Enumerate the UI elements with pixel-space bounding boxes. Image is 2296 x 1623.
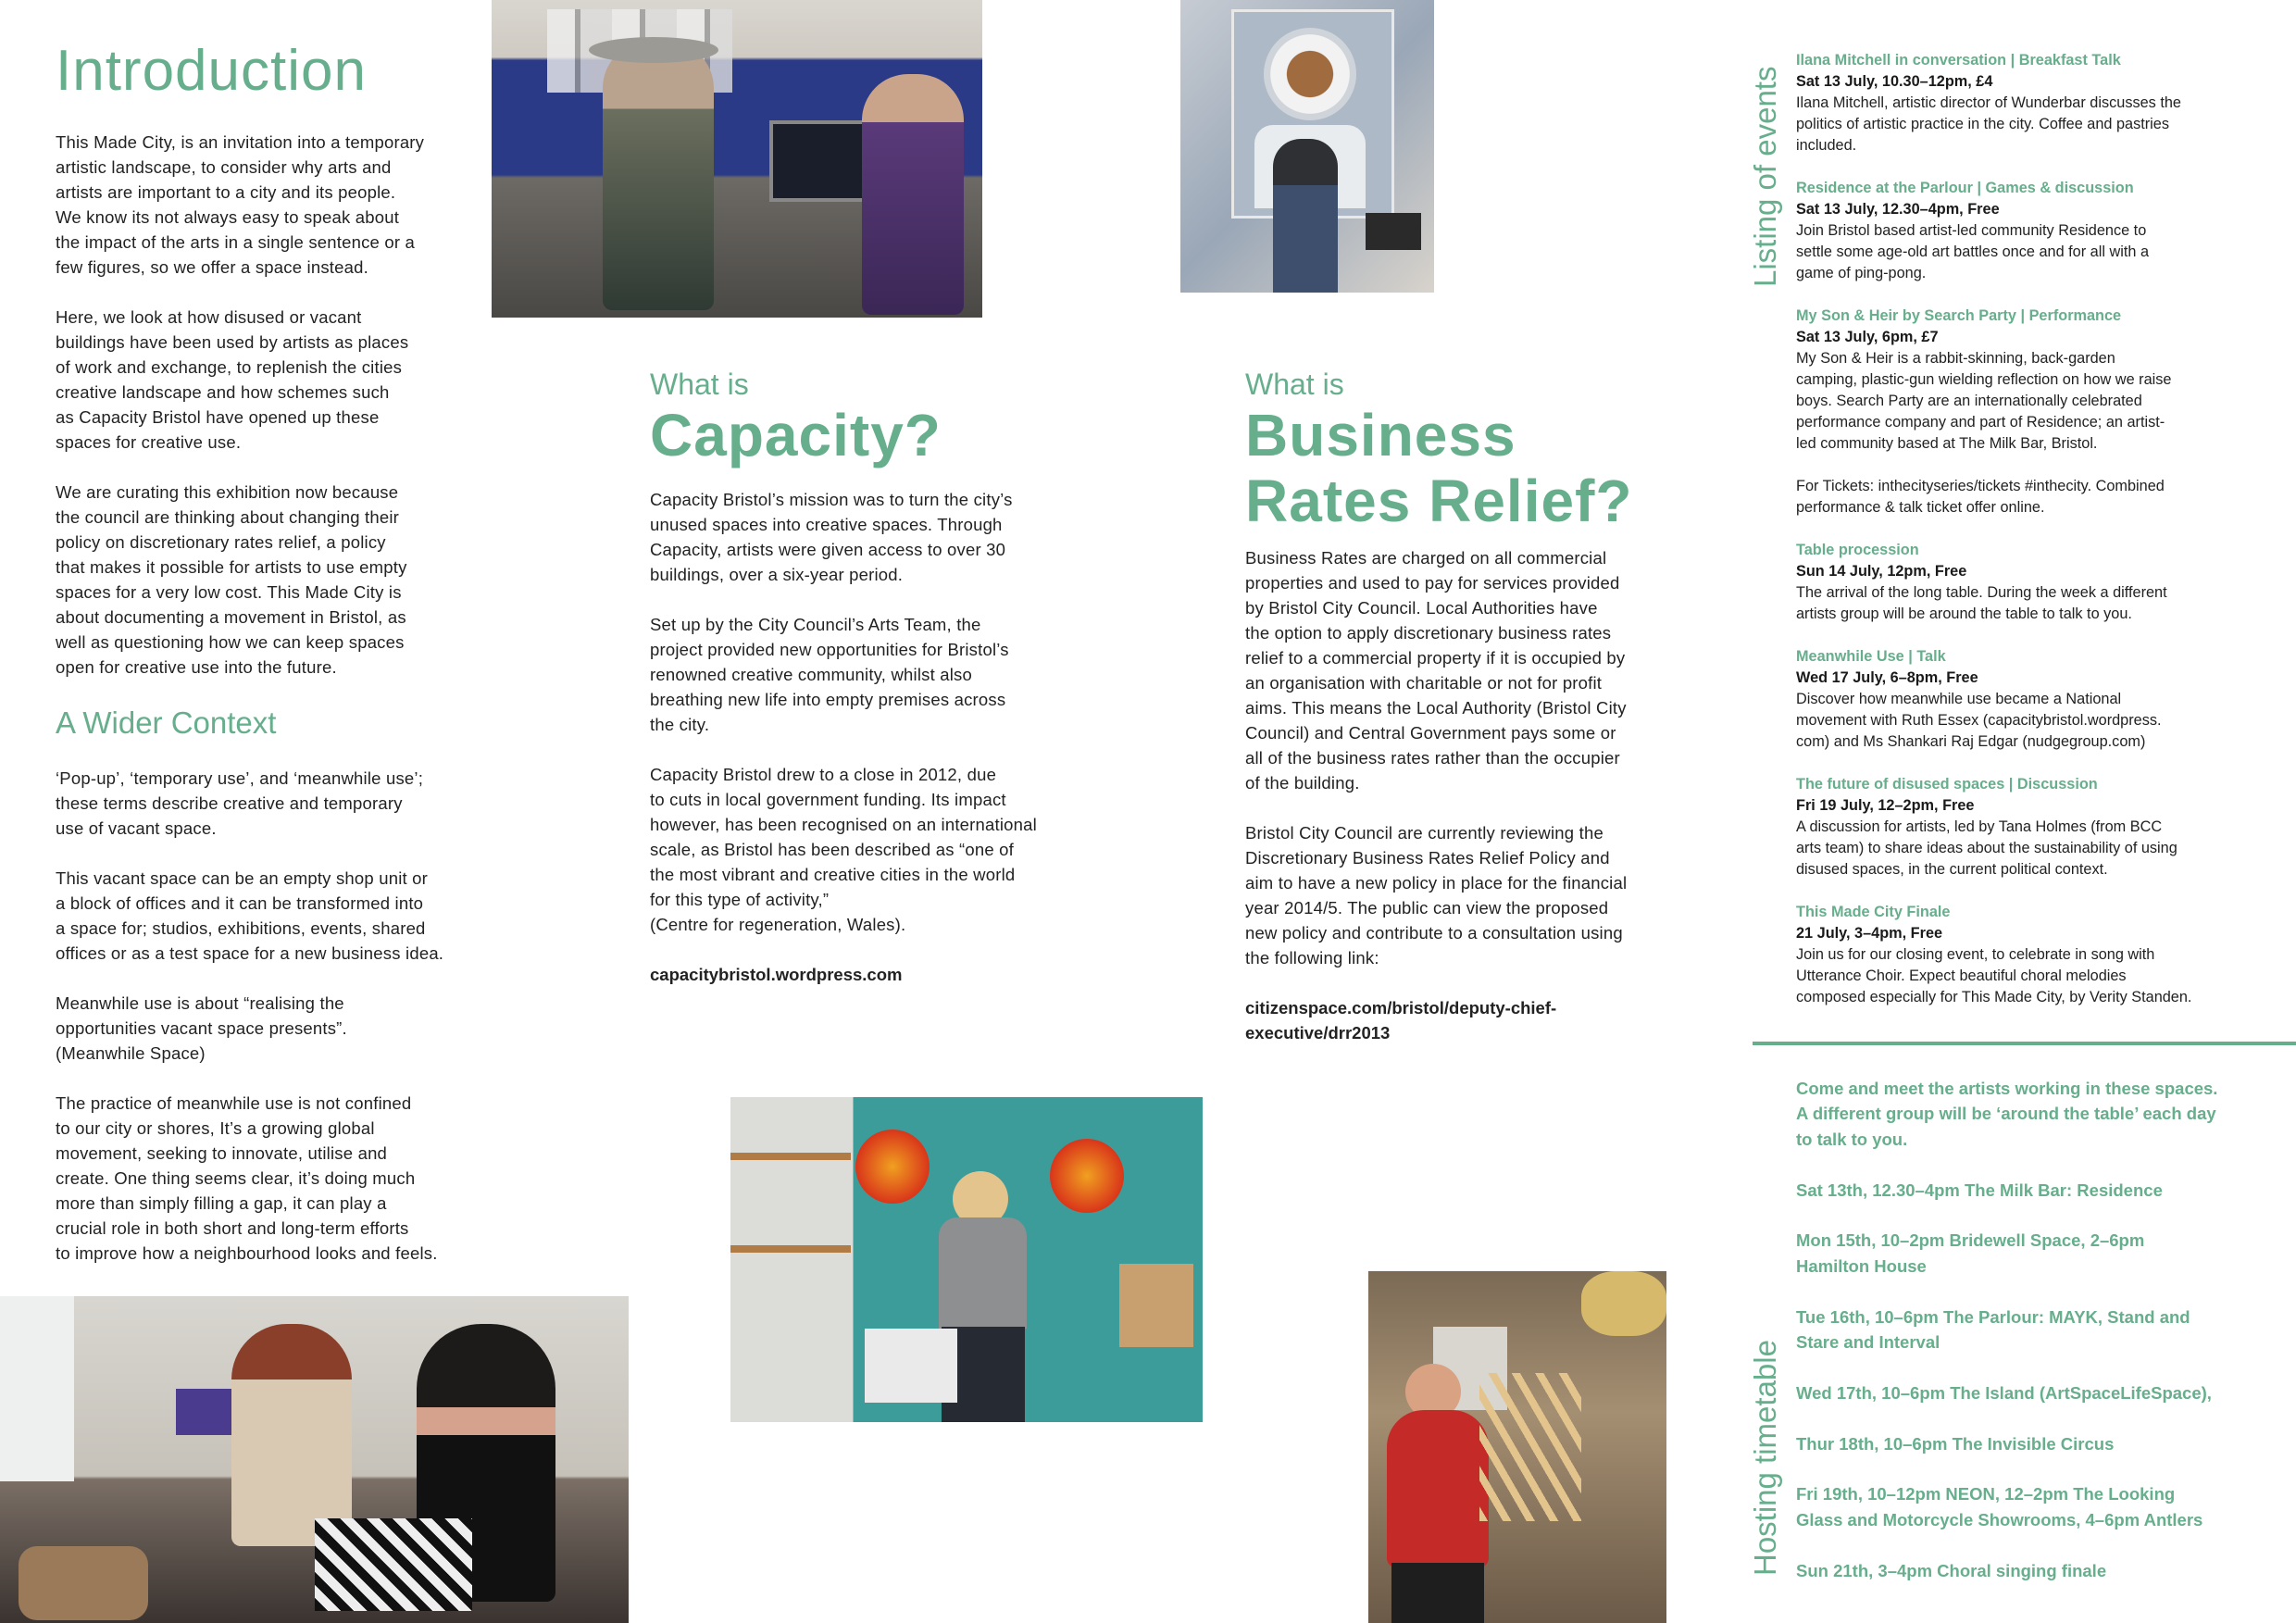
hosting-item: Mon 15th, 10–2pm Bridewell Space, 2–6pm Hamilton House bbox=[1796, 1230, 2145, 1276]
hosting-timetable-label: Hosting timetable bbox=[1748, 1340, 1782, 1576]
capacity-paragraph: Capacity Bristol’s mission was to turn the city’s unused spaces into creative spaces. Through Capacity, artists were given access to over 30 buildings, over a six-year period. bbox=[650, 490, 1013, 584]
event-date: Wed 17 July, 6–8pm, Free bbox=[1796, 669, 1978, 686]
event-description: The arrival of the long table. During the week a different artists group will be around the table to talk to you. bbox=[1796, 584, 2167, 622]
hosting-item: Thur 18th, 10–6pm The Invisible Circus bbox=[1796, 1433, 2115, 1454]
capacity-website-link[interactable]: capacitybristol.wordpress.com bbox=[650, 965, 903, 984]
event-description: Join Bristol based artist-led community Residence to settle some age-old art battles once and for all with a game of ping-pong. bbox=[1796, 222, 2150, 281]
context-paragraph: ‘Pop-up’, ‘temporary use’, and ‘meanwhile use’; these terms describe creative and temporary use of vacant space. bbox=[56, 768, 424, 838]
events-list bbox=[1796, 50, 2287, 1030]
event-title: My Son & Heir by Search Party | Performance bbox=[1796, 307, 2122, 324]
capacity-kicker: What is bbox=[650, 368, 749, 401]
capacity-section bbox=[650, 366, 1113, 987]
hosting-item: Wed 17th, 10–6pm The Island (ArtSpaceLifeSpace), bbox=[1796, 1382, 2212, 1403]
context-paragraph: The practice of meanwhile use is not confined to our city or shores, It’s a growing global movement, seeking to innovate, utilise and create. One thing seems clear, it’s doing much more than simply filling a gap, it can play a crucial role in both short and long-term efforts to improve how a neighbourhood looks and feels. bbox=[56, 1093, 438, 1263]
context-paragraph: This vacant space can be an empty shop unit or a block of offices and it can be transformed into a space for; studios, exhibitions, events, shared offices or as a test space for a new business idea. bbox=[56, 868, 444, 963]
event-title: Residence at the Parlour | Games & discussion bbox=[1796, 180, 2134, 196]
event-title: Table procession bbox=[1796, 542, 1919, 558]
business-rates-heading: Business Rates Relief? bbox=[1245, 402, 1633, 534]
capacity-paragraph: Capacity Bristol drew to a close in 2012, due to cuts in local government funding. Its impact however, has been recognised on an international scale, as Bristol has been described as “one of the most vibrant and creative cities in the world for this type of activity,” (Centre for regeneration, Wales). bbox=[650, 765, 1037, 934]
event-title: The future of disused spaces | Discussion bbox=[1796, 776, 2098, 793]
hosting-item: Tue 16th, 10–6pm The Parlour: MAYK, Stand and Stare and Interval bbox=[1796, 1306, 2190, 1353]
event-item bbox=[1796, 306, 2287, 455]
event-date: 21 July, 3–4pm, Free bbox=[1796, 925, 1943, 942]
event-date: Sat 13 July, 12.30–4pm, Free bbox=[1796, 201, 2000, 218]
intro-paragraph: Here, we look at how disused or vacant buildings have been used by artists as places of work and exchange, to replenish the cities creative landscape and how schemes such as Capacity Bristol have opened up these spaces for creative use. bbox=[56, 307, 409, 452]
capacity-heading: Capacity? bbox=[650, 402, 942, 468]
business-rates-section bbox=[1245, 366, 1727, 1045]
section-divider bbox=[1753, 1042, 2296, 1045]
consultation-link[interactable]: citizenspace.com/bristol/deputy-chief- executive/drr2013 bbox=[1245, 998, 1557, 1042]
event-description: My Son & Heir is a rabbit-skinning, back-garden camping, plastic-gun wielding reflection on how we raise boys. Search Party are an internationally celebrated performance company and part of Residence; an artist- led community based at The Milk Bar, Bristol. bbox=[1796, 350, 2172, 452]
photo-textile-workshop bbox=[0, 1296, 629, 1623]
event-date: Sat 13 July, 10.30–12pm, £4 bbox=[1796, 73, 1993, 90]
event-item bbox=[1796, 774, 2287, 880]
intro-paragraph: We are curating this exhibition now because the council are thinking about changing their policy on discretionary rates relief, a policy that makes it possible for artists to use empty spaces for a very low cost. This Made City is about documenting a movement in Bristol, as well as questioning how we can keep spaces open for creative use into the future. bbox=[56, 482, 407, 677]
photo-artists-studio bbox=[492, 0, 982, 318]
event-description: A discussion for artists, led by Tana Holmes (from BCC arts team) to share ideas about the sustainability of using disused spaces, in the current political context. bbox=[1796, 818, 2177, 878]
event-item bbox=[1796, 178, 2287, 284]
event-item bbox=[1796, 540, 2287, 625]
wider-context-heading: A Wider Context bbox=[56, 705, 277, 740]
photo-pom-pom-performer bbox=[730, 1097, 1203, 1422]
event-item bbox=[1796, 646, 2287, 753]
photo-astronaut-dog-painting bbox=[1180, 0, 1434, 293]
hosting-item: Sat 13th, 12.30–4pm The Milk Bar: Residence bbox=[1796, 1180, 2163, 1200]
business-rates-kicker: What is bbox=[1245, 368, 1344, 401]
capacity-paragraph: Set up by the City Council’s Arts Team, the project provided new opportunities for Bristol’s renowned creative community, whilst also breathing new life into empty premises across the city. bbox=[650, 615, 1009, 734]
hosting-item: Sun 21th, 3–4pm Choral singing finale bbox=[1796, 1560, 2107, 1580]
event-title: Ilana Mitchell in conversation | Breakfast Talk bbox=[1796, 52, 2121, 69]
introduction-section bbox=[56, 39, 500, 1291]
context-paragraph: Meanwhile use is about “realising the opportunities vacant space presents”. (Meanwhile Space) bbox=[56, 993, 347, 1063]
event-description: Discover how meanwhile use became a National movement with Ruth Essex (capacitybristol.wordpress. com) and Ms Shankari Raj Edgar (nudgegroup.com) bbox=[1796, 691, 2162, 750]
intro-paragraph: This Made City, is an invitation into a temporary artistic landscape, to consider why arts and artists are important to a city and its people. We know its not always easy to speak about the impact of the arts in a single sentence or a few figures, so we offer a space instead. bbox=[56, 132, 425, 277]
event-date: Sat 13 July, 6pm, £7 bbox=[1796, 329, 1939, 345]
event-item bbox=[1796, 50, 2287, 156]
event-title: This Made City Finale bbox=[1796, 904, 1951, 920]
business-rates-paragraph: Business Rates are charged on all commercial properties and used to pay for services provided by Bristol City Council. Local Authorities have the option to apply discretionary business rates relief to a commercial property if it is occupied by an organisation with charitable or not for profit aims. This means the Local Authority (Bristol City Council) and Central Government pays some or all of the business rates rather than the occupier of the building. bbox=[1245, 548, 1627, 793]
tickets-note: For Tickets: inthecityseries/tickets #inthecity. Combined performance & talk ticket offer online. bbox=[1796, 478, 2165, 516]
hosting-item: Fri 19th, 10–12pm NEON, 12–2pm The Looking Glass and Motorcycle Showrooms, 4–6pm Antlers bbox=[1796, 1484, 2203, 1529]
event-title: Meanwhile Use | Talk bbox=[1796, 648, 1946, 665]
listing-of-events-label: Listing of events bbox=[1748, 66, 1782, 287]
business-rates-paragraph: Bristol City Council are currently reviewing the Discretionary Business Rates Relief Policy and aim to have a new policy in place for the financial year 2014/5. The public can view the proposed new policy and contribute to a consultation using the following link: bbox=[1245, 823, 1628, 968]
event-description: Ilana Mitchell, artistic director of Wunderbar discusses the politics of artistic practice in the city. Coffee and pastries included. bbox=[1796, 94, 2181, 154]
introduction-heading: Introduction bbox=[56, 39, 367, 103]
event-date: Sun 14 July, 12pm, Free bbox=[1796, 563, 1967, 580]
hosting-timetable bbox=[1796, 1076, 2296, 1608]
event-date: Fri 19 July, 12–2pm, Free bbox=[1796, 797, 1975, 814]
hosting-intro: Come and meet the artists working in these spaces. A different group will be ‘around the table’ each day to talk to you. bbox=[1796, 1079, 2218, 1149]
event-description: Join us for our closing event, to celebrate in song with Utterance Choir. Expect beautiful choral melodies composed especially for This Made City, by Verity Standen. bbox=[1796, 946, 2192, 1005]
photo-workshop-skeleton bbox=[1368, 1271, 1666, 1623]
event-item bbox=[1796, 902, 2287, 1008]
